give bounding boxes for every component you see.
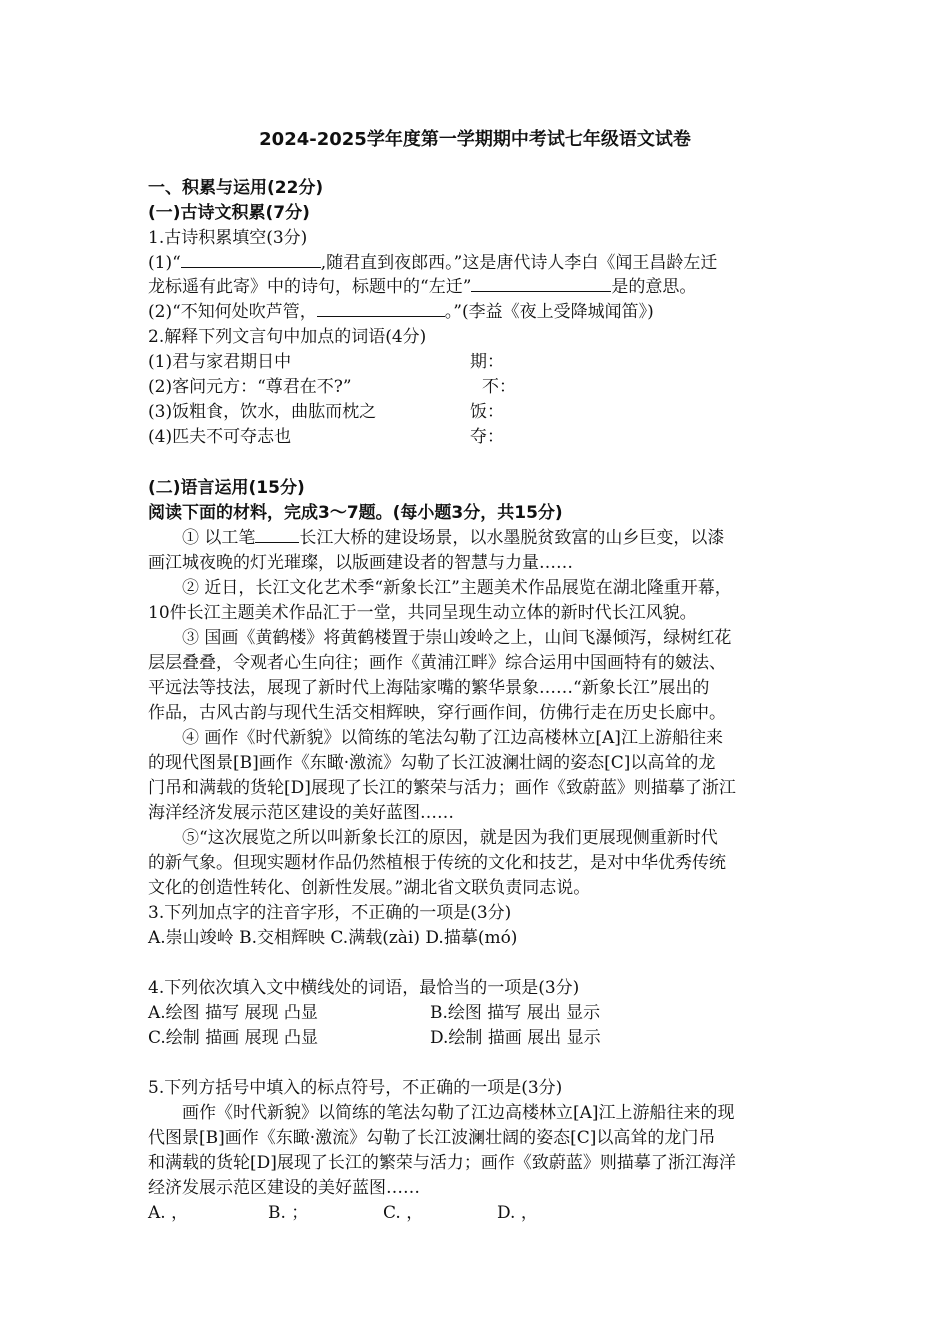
subsection-heading: (二)语言运用(15分) <box>148 478 305 498</box>
answer-option[interactable]: B. ； <box>268 1203 309 1223</box>
q2-word: 夺： <box>470 427 504 447</box>
paragraph-line: ③ 国画《黄鹤楼》将黄鹤楼置于崇山竣岭之上，山间飞瀑倾泻，绿树红花 <box>182 628 732 648</box>
answer-option[interactable]: B.绘图 描写 展出 显示 <box>430 1003 601 1023</box>
answer-blank[interactable] <box>181 251 321 268</box>
text: ,随君直到夜郎西。”这是唐代诗人李白《闻王昌龄左迁 <box>320 253 718 273</box>
paragraph-line: 海洋经济发展示范区建设的美好蓝图…… <box>148 803 454 823</box>
paragraph-line: 平远法等技法，展现了新时代上海陆家嘴的繁华景象……“新象长江”展出的 <box>148 678 710 698</box>
paragraph-line: 画作《时代新貌》以简练的笔法勾勒了江边高楼林立[A]江上游船往来的现 <box>182 1103 735 1123</box>
paragraph-line: 门吊和满载的货轮[D]展现了长江的繁荣与活力；画作《致蔚蓝》则描摹了浙江 <box>148 778 736 798</box>
paragraph-line: 代图景[B]画作《东瞰·激流》勾勒了长江波澜壮阔的姿态[C]以高耸的龙门吊 <box>148 1128 716 1148</box>
paragraph-line: 和满载的货轮[D]展现了长江的繁荣与活力；画作《致蔚蓝》则描摹了浙江海洋 <box>148 1153 736 1173</box>
answer-options[interactable]: A.崇山竣岭 B.交相辉映 C.满载(zài) D.描摹(mó) <box>148 928 518 948</box>
answer-option[interactable]: A. ， <box>148 1203 189 1223</box>
answer-option[interactable]: D.绘制 描画 展出 显示 <box>430 1028 601 1048</box>
answer-option[interactable]: A.绘图 描写 展现 凸显 <box>148 1003 318 1023</box>
question-title: 1.古诗积累填空(3分) <box>148 228 308 248</box>
paragraph-line: 10件长江主题美术作品汇于一堂，共同呈现生动立体的新时代长江风貌。 <box>148 603 697 623</box>
paragraph-line: 的新气象。但现实题材作品仍然植根于传统的文化和技艺，是对中华优秀传统 <box>148 853 726 873</box>
text: 。”(李益《夜上受降城闻笛》) <box>444 302 654 322</box>
text: 长江大桥的建设场景，以水墨脱贫致富的山乡巨变，以漆 <box>299 528 725 548</box>
question-title: 2.解释下列文言句中加点的词语(4分) <box>148 327 427 347</box>
paragraph-line: ⑤“这次展览之所以叫新象长江的原因，就是因为我们更展现侧重新时代 <box>182 828 718 848</box>
section-heading: 一、积累与运用(22分) <box>148 178 324 198</box>
paragraph-line: 文化的创造性转化、创新性发展。”湖北省文联负责同志说。 <box>148 878 591 898</box>
paragraph-line: 画江城夜晚的灯光璀璨，以版画建设者的智慧与力量…… <box>148 553 573 573</box>
question-line <box>148 251 717 275</box>
paragraph-line: 经济发展示范区建设的美好蓝图…… <box>148 1178 420 1198</box>
paragraph-line: 作品，古风古韵与现代生活交相辉映，穿行画作间，仿佛行走在历史长廊中。 <box>148 703 726 723</box>
subsection-heading: (一)古诗文积累(7分) <box>148 203 310 223</box>
q2-sentence: (2)客问元方：“尊君在不?” <box>148 377 352 397</box>
text: 龙标遥有此寄》中的诗句，标题中的“左迁” <box>148 277 472 297</box>
paragraph-line: 层层叠叠，令观者心生向往；画作《黄浦江畔》综合运用中国画特有的皴法、 <box>148 653 726 673</box>
text: (2)“不知何处吹芦管， <box>148 302 317 322</box>
answer-option[interactable]: D. ， <box>497 1203 538 1223</box>
text: 是的意思。 <box>611 277 697 297</box>
paragraph-line: 的现代图景[B]画作《东瞰·激流》勾勒了长江波澜壮阔的姿态[C]以高耸的龙 <box>148 753 716 773</box>
paragraph-line: ② 近日，长江文化艺术季“新象长江”主题美术作品展览在湖北隆重开幕， <box>182 578 732 598</box>
question-title: 3.下列加点字的注音字形，不正确的一项是(3分) <box>148 903 512 923</box>
q2-sentence: (3)饭粗食，饮水，曲肱而枕之 <box>148 402 377 422</box>
text: ① 以工笔 <box>182 528 256 548</box>
question-line <box>148 275 696 299</box>
instruction: 阅读下面的材料，完成3～7题。(每小题3分，共15分) <box>148 503 563 523</box>
paragraph-line <box>182 526 724 550</box>
q2-sentence: (4)匹夫不可夺志也 <box>148 427 292 447</box>
question-title: 4.下列依次填入文中横线处的词语，最恰当的一项是(3分) <box>148 978 580 998</box>
answer-blank[interactable] <box>471 275 611 292</box>
page-title: 2024-2025学年度第一学期期中考试七年级语文试卷 <box>259 129 691 150</box>
text: (1)“ <box>148 253 181 273</box>
question-title: 5.下列方括号中填入的标点符号，不正确的一项是(3分) <box>148 1078 563 1098</box>
answer-blank[interactable] <box>255 526 299 543</box>
answer-blank[interactable] <box>317 300 445 317</box>
q2-word: 期： <box>470 352 504 372</box>
q2-word: 不： <box>482 377 516 397</box>
q2-sentence: (1)君与家君期日中 <box>148 352 292 372</box>
q2-word: 饭： <box>470 402 504 422</box>
question-line <box>148 300 654 324</box>
answer-option[interactable]: C.绘制 描画 展现 凸显 <box>148 1028 319 1048</box>
answer-option[interactable]: C. ， <box>383 1203 424 1223</box>
paragraph-line: ④ 画作《时代新貌》以简练的笔法勾勒了江边高楼林立[A]江上游船往来 <box>182 728 723 748</box>
